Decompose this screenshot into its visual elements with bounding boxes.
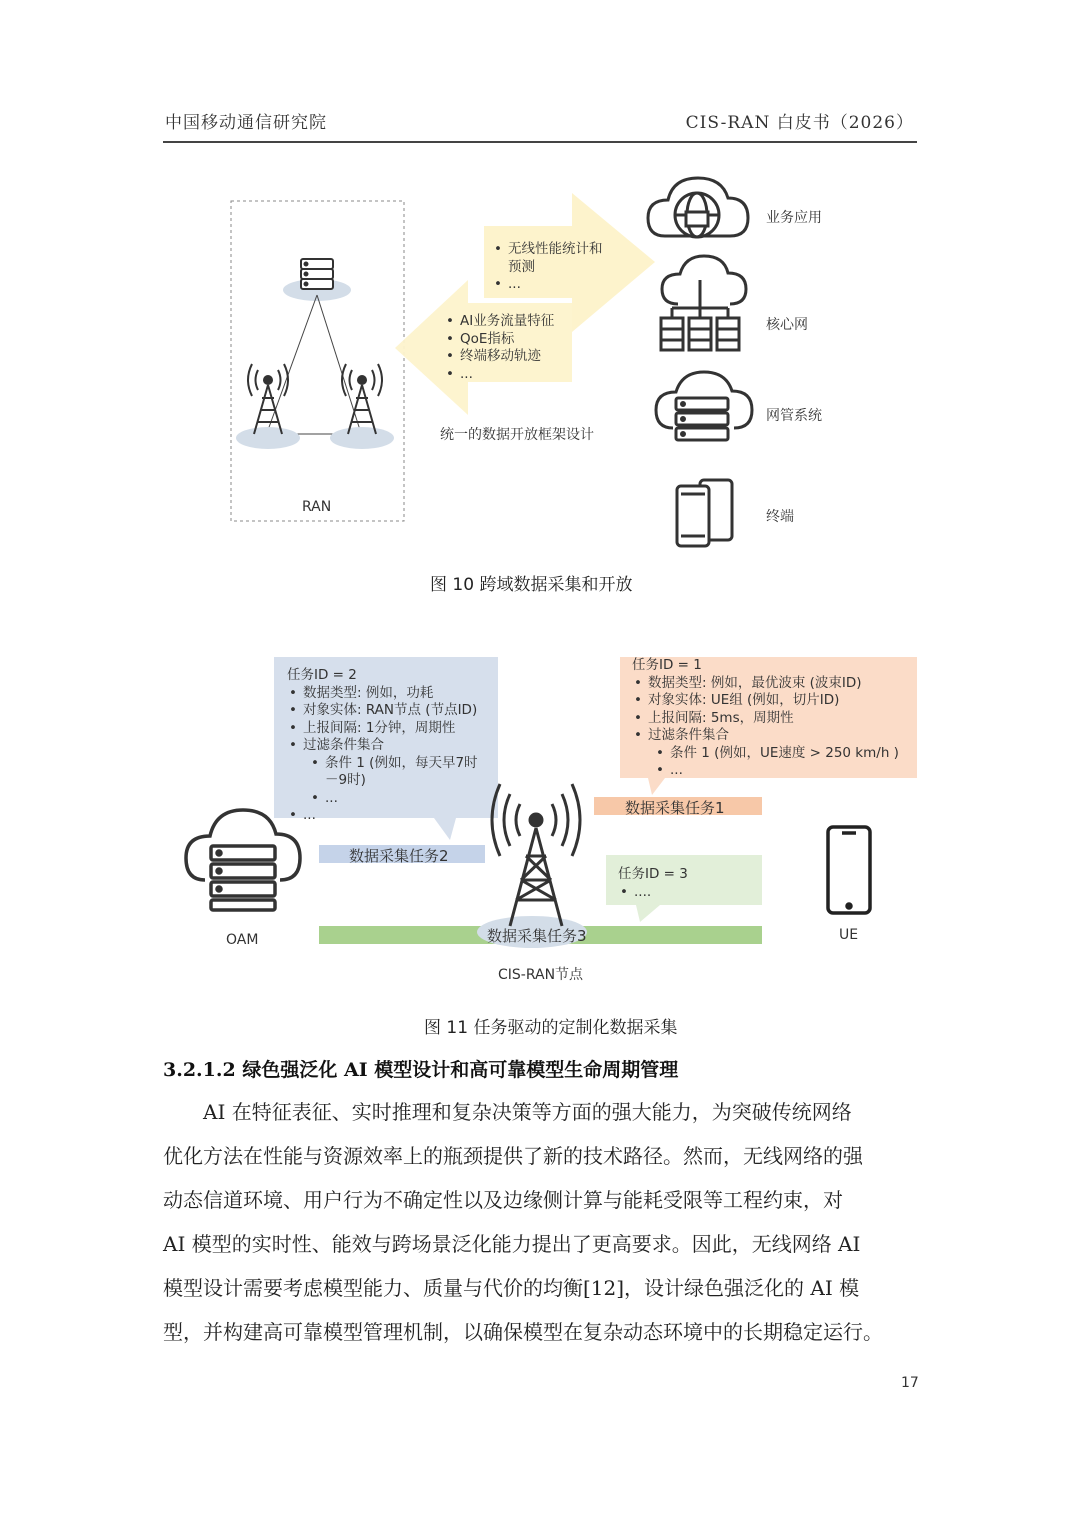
arrow-left-item: • ... (460, 366, 554, 384)
section-heading: 3.2.1.2 绿色强泛化 AI 模型设计和高可靠模型生命周期管理 (163, 1059, 679, 1081)
paragraph-line: 动态信道环境、用户行为不确定性以及边缘侧计算与能耗受限等工程约束，对 (163, 1188, 843, 1212)
node-label: CIS-RAN节点 (498, 967, 584, 983)
target-label: 网管系统 (766, 408, 822, 424)
task1-box-text (632, 657, 917, 780)
task2-item: • 上报间隔: 1分钟，周期性 (303, 720, 497, 738)
task2-box-text (287, 667, 497, 825)
page-number: 17 (901, 1375, 919, 1391)
task2-sub-item: • ... (325, 790, 497, 808)
task2-title: 任务ID = 2 (287, 667, 357, 683)
task1-item: • 数据类型: 例如，最优波束 (波束ID) (648, 675, 917, 693)
figure-11-caption: 图 11 任务驱动的定制化数据采集 (424, 1018, 678, 1038)
figure-10-caption: 图 10 跨域数据采集和开放 (430, 575, 633, 595)
target-label: 业务应用 (766, 210, 822, 226)
arrow-right-item: • ... (508, 276, 603, 294)
ue-label: UE (839, 927, 859, 943)
task2-item: • ... (303, 807, 497, 825)
arrow-right-item: • 无线性能统计和 (508, 241, 603, 259)
arrow-right-item: 预测 (508, 258, 535, 275)
task3-label: 数据采集任务3 (487, 927, 587, 945)
paragraph-line: AI 模型的实时性、能效与跨场景泛化能力提出了更高要求。因此，无线网络 AI (163, 1232, 861, 1256)
arrow-left-item: • AI业务流量特征 (460, 313, 554, 331)
task2-label: 数据采集任务2 (349, 847, 449, 865)
task2-item: • 过滤条件集合 (303, 737, 497, 755)
ran-label: RAN (302, 499, 332, 515)
task1-title: 任务ID = 1 (632, 657, 702, 673)
task1-sub-item: • 条件 1 (例如，UE速度 > 250 km/h ) (670, 745, 917, 763)
task1-item: • 上报间隔: 5ms，周期性 (648, 710, 917, 728)
task2-sub-item: －9时) (325, 772, 366, 788)
paragraph-line: AI 在特征表征、实时推理和复杂决策等方面的强大能力，为突破传统网络 (203, 1100, 852, 1124)
target-label: 核心网 (766, 317, 808, 333)
arrow-left-item: • QoE指标 (460, 331, 554, 349)
arrow-left-item: • 终端移动轨迹 (460, 348, 554, 366)
task1-label: 数据采集任务1 (625, 799, 725, 817)
framework-label: 统一的数据开放框架设计 (440, 427, 594, 443)
paragraph-line: 型，并构建高可靠模型管理机制，以确保模型在复杂动态环境中的长期稳定运行。 (163, 1320, 883, 1344)
task2-sub-item: • 条件 1 (例如，每天早7时 (325, 755, 497, 773)
task3-title: 任务ID = 3 (618, 866, 688, 882)
task3-box-text (618, 866, 688, 901)
paragraph-line: 优化方法在性能与资源效率上的瓶颈提供了新的技术路径。然而，无线网络的强 (163, 1144, 863, 1168)
task2-item: • 对象实体: RAN节点 (节点ID) (303, 702, 497, 720)
task1-item: • 对象实体: UE组 (例如，切片ID) (648, 692, 917, 710)
header-right: CIS-RAN 白皮书（2026） (685, 113, 914, 133)
paragraph-line: 模型设计需要考虑模型能力、质量与代价的均衡[12]，设计绿色强泛化的 AI 模 (163, 1276, 860, 1300)
smartphone-icon (828, 827, 870, 913)
cloud-server-icon (186, 810, 300, 910)
cell-tower-icon (492, 784, 580, 926)
header-left: 中国移动通信研究院 (165, 113, 327, 133)
task1-item: • 过滤条件集合 (648, 727, 917, 745)
oam-label: OAM (226, 932, 259, 948)
body-paragraph (163, 1090, 917, 1354)
task2-item: • 数据类型: 例如，功耗 (303, 685, 497, 703)
task1-sub-item: • ... (670, 762, 917, 780)
target-label: 终端 (766, 509, 794, 525)
task3-item: • .... (634, 884, 688, 902)
